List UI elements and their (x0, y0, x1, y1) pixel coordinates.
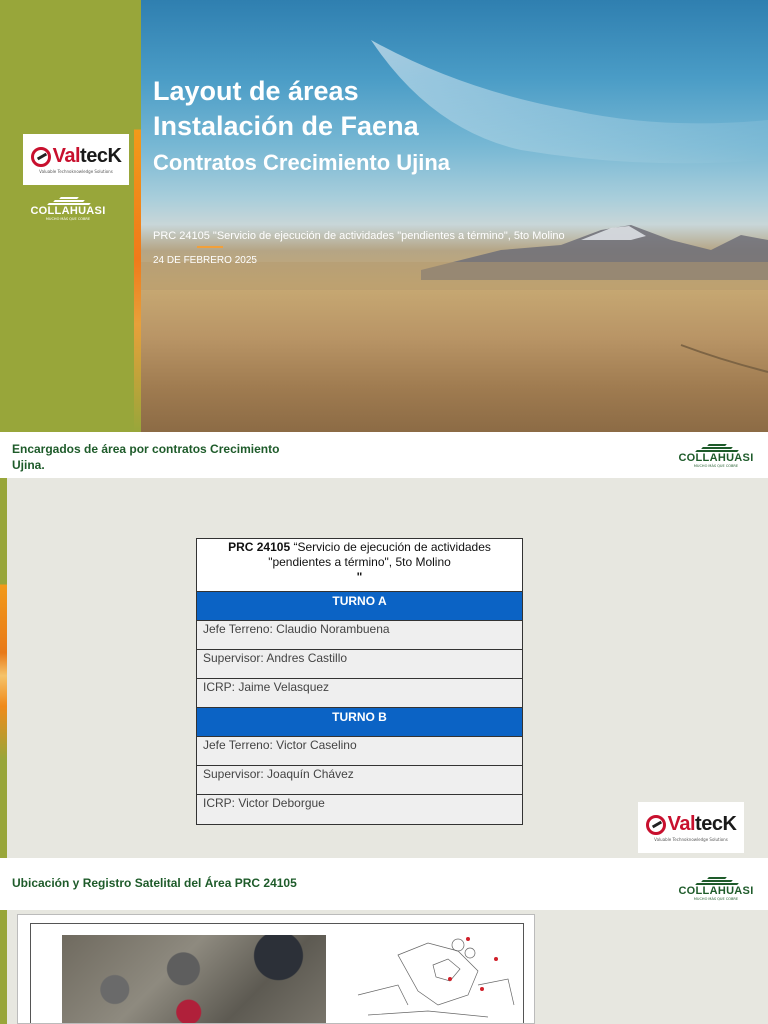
table-header-code: PRC 24105 (228, 540, 291, 554)
location-marker-icon (448, 977, 452, 981)
slide-title: Encargados de área por contratos Crecimiento Ujina. (12, 442, 280, 472)
valteck-tagline: Valuable Technoknowledge Solutions (654, 837, 728, 842)
table-header (197, 539, 522, 592)
accent-sidebar (0, 478, 7, 858)
landscape-illustration (141, 0, 768, 432)
table-row: Supervisor: Andres Castillo (197, 650, 522, 679)
valteck-word-teck: tecK (80, 145, 122, 167)
collahuasi-word: COLLAHUASI (30, 205, 106, 217)
cad-layout-sketch (338, 925, 518, 1024)
collahuasi-mark-icon (686, 443, 746, 453)
collahuasi-logo (672, 443, 760, 469)
collahuasi-mark-icon (38, 196, 98, 206)
turno-a-header: TURNO A (197, 592, 522, 621)
valteck-word-teck: tecK (695, 813, 737, 835)
collahuasi-tagline: MUCHO MÁS QUE COBRE (693, 464, 739, 468)
cover-dash-accent (197, 246, 223, 248)
table-row: Supervisor: Joaquín Chávez (197, 766, 522, 795)
collahuasi-mark-icon (686, 876, 746, 886)
cover-title-line1: Layout de áreas (153, 76, 359, 106)
location-marker-icon (480, 987, 484, 991)
managers-table (196, 538, 523, 825)
table-row: Jefe Terreno: Claudio Norambuena (197, 621, 522, 650)
table-row: ICRP: Victor Deborgue (197, 795, 522, 824)
collahuasi-tagline: MUCHO MÁS QUE COBRE (45, 217, 91, 221)
accent-sidebar (0, 910, 7, 1024)
cover-title-line3: Contratos Crecimiento Ujina (153, 150, 451, 175)
valteck-tagline: Valuable Technoknowledge Solutions (39, 169, 113, 174)
turno-b-header: TURNO B (197, 708, 522, 737)
collahuasi-word: COLLAHUASI (678, 452, 754, 464)
area-managers-slide (0, 432, 768, 858)
location-marker-icon (494, 957, 498, 961)
cover-date: 24 DE FEBRERO 2025 (153, 255, 257, 266)
location-marker-icon (466, 937, 470, 941)
collahuasi-word: COLLAHUASI (678, 885, 754, 897)
valteck-word-val: Val (667, 813, 696, 835)
valteck-mark-icon (646, 815, 666, 835)
slide-header (0, 858, 768, 910)
collahuasi-logo (23, 196, 113, 222)
collahuasi-logo (672, 876, 760, 902)
cover-subtitle: PRC 24105 "Servicio de ejecución de actividades "pendientes a término", 5to Molino (153, 230, 565, 242)
table-row: ICRP: Jaime Velasquez (197, 679, 522, 708)
table-header-tail: " (356, 570, 363, 584)
satellite-image (62, 935, 326, 1024)
cover-accent-bar (134, 0, 141, 432)
collahuasi-tagline: MUCHO MÁS QUE COBRE (693, 897, 739, 901)
cover-landscape-image (141, 0, 768, 432)
valteck-logo (23, 134, 129, 185)
valteck-logo (638, 802, 744, 853)
slide-header (0, 432, 768, 478)
valteck-mark-icon (31, 147, 51, 167)
valteck-word-val: Val (52, 145, 81, 167)
site-plan-drawing (17, 914, 535, 1024)
slide-title: Ubicación y Registro Satelital del Área PRC 24105 (12, 876, 297, 890)
satellite-location-slide (0, 858, 768, 1024)
cover-title-line2: Instalación de Faena (153, 111, 419, 141)
table-row: Jefe Terreno: Victor Caselino (197, 737, 522, 766)
table-header-text: “Servicio de ejecución de actividades "pendientes a término", 5to Molino (268, 540, 491, 569)
cover-slide (0, 0, 768, 432)
